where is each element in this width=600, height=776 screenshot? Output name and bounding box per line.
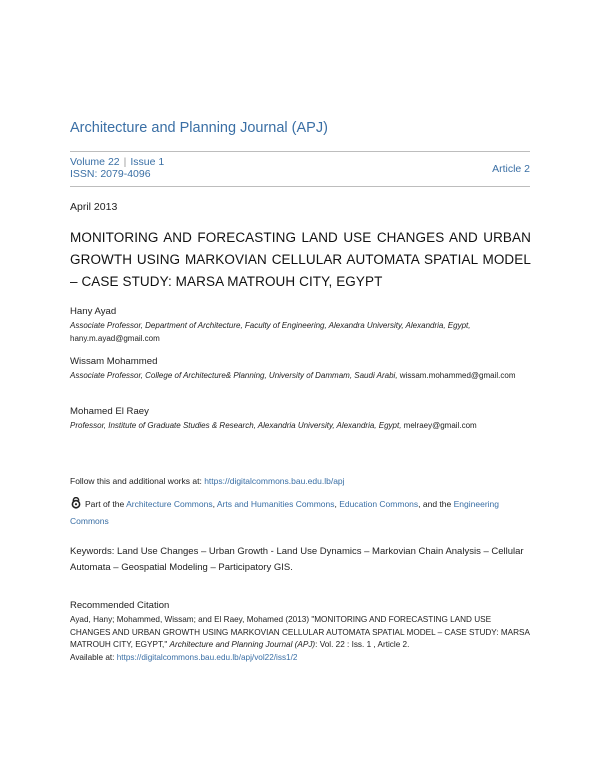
author-email: wissam.mohammed@gmail.com bbox=[399, 371, 516, 380]
author-affiliation bbox=[70, 370, 540, 383]
citation-heading: Recommended Citation bbox=[70, 600, 170, 611]
architecture-commons-link[interactable]: Architecture Commons bbox=[126, 499, 213, 509]
engineering-commons-link[interactable]: Engineering Commons bbox=[70, 499, 499, 526]
author-email: hany.m.ayad@gmail.com bbox=[70, 333, 160, 343]
article-title: MONITORING AND FORECASTING LAND USE CHANGES AND URBAN GROWTH USING MARKOVIAN CELLULAR AUTOMATA SPATIAL MODEL – CASE STUDY: MARSA MATROUH CITY, EGYPT bbox=[70, 230, 531, 289]
available-label: Available at: bbox=[70, 652, 115, 662]
author-name: Hany Ayad bbox=[70, 306, 117, 317]
journal-title[interactable]: Architecture and Planning Journal (APJ) bbox=[70, 120, 328, 136]
volume-issue-separator: | bbox=[123, 156, 127, 168]
follow-link[interactable]: https://digitalcommons.bau.edu.lb/apj bbox=[204, 476, 345, 486]
author-block bbox=[70, 306, 540, 345]
author-name: Wissam Mohammed bbox=[70, 356, 158, 367]
citation-journal: Architecture and Planning Journal (APJ) bbox=[169, 640, 316, 649]
issn: ISSN: 2079-4096 bbox=[70, 168, 151, 180]
citation-text: Ayad, Hany; Mohammed, Wissam; and El Raey, Mohamed (2013) "MONITORING AND FORECASTING LAND USE CHANGES AND URBAN GROWTH USING MARKOVIAN CELLULAR AUTOMATA SPATIAL MODEL – CASE STUDY: MARSA MATROUH CITY, EGYPT," bbox=[70, 615, 530, 649]
arts-humanities-commons-link[interactable]: Arts and Humanities Commons bbox=[216, 499, 335, 509]
open-access-icon bbox=[70, 497, 82, 509]
affiliation-text: Associate Professor, Department of Architecture, Faculty of Engineering, Alexandra University, Alexandria, Egypt, bbox=[70, 321, 471, 330]
article-number: Article 2 bbox=[492, 163, 530, 175]
issue-link[interactable]: Issue 1 bbox=[130, 156, 165, 168]
affiliation-text: Associate Professor, College of Architecture& Planning, University of Dammam, Saudi Arabi, bbox=[70, 371, 398, 380]
part-of-block bbox=[70, 496, 532, 529]
follow-text: Follow this and additional works at: bbox=[70, 476, 202, 486]
part-of-separator: , bbox=[212, 499, 215, 509]
part-of-prefix: Part of the bbox=[85, 499, 125, 509]
part-of-separator: , bbox=[334, 499, 337, 509]
author-block bbox=[70, 406, 540, 433]
author-affiliation bbox=[70, 420, 540, 433]
citation-volume: : Vol. 22 : Iss. 1 , Article 2. bbox=[315, 640, 410, 649]
author-email: melraey@gmail.com bbox=[403, 421, 477, 430]
keywords-block bbox=[70, 544, 532, 575]
volume-link[interactable]: Volume 22 bbox=[70, 156, 120, 168]
publication-date: April 2013 bbox=[70, 201, 118, 213]
author-name: Mohamed El Raey bbox=[70, 406, 149, 417]
author-affiliation bbox=[70, 320, 540, 345]
keywords-text: Land Use Changes – Urban Growth - Land Use Dynamics – Markovian Chain Analysis – Cellular Automata – Geospatial Modeling – Participatory GIS. bbox=[70, 546, 524, 573]
bottom-divider bbox=[70, 186, 530, 187]
top-divider bbox=[70, 151, 530, 152]
volume-issue-block bbox=[70, 156, 164, 180]
citation-url-link[interactable]: https://digitalcommons.bau.edu.lb/apj/vol22/iss1/2 bbox=[116, 652, 298, 662]
author-block bbox=[70, 356, 540, 383]
keywords-label: Keywords: bbox=[70, 546, 115, 557]
education-commons-link[interactable]: Education Commons bbox=[339, 499, 419, 509]
part-of-separator: , and the bbox=[418, 499, 452, 509]
affiliation-text: Professor, Institute of Graduate Studies & Research, Alexandria University, Alexandria, Egypt, bbox=[70, 421, 402, 430]
follow-line bbox=[70, 476, 345, 486]
citation-block bbox=[70, 614, 532, 664]
